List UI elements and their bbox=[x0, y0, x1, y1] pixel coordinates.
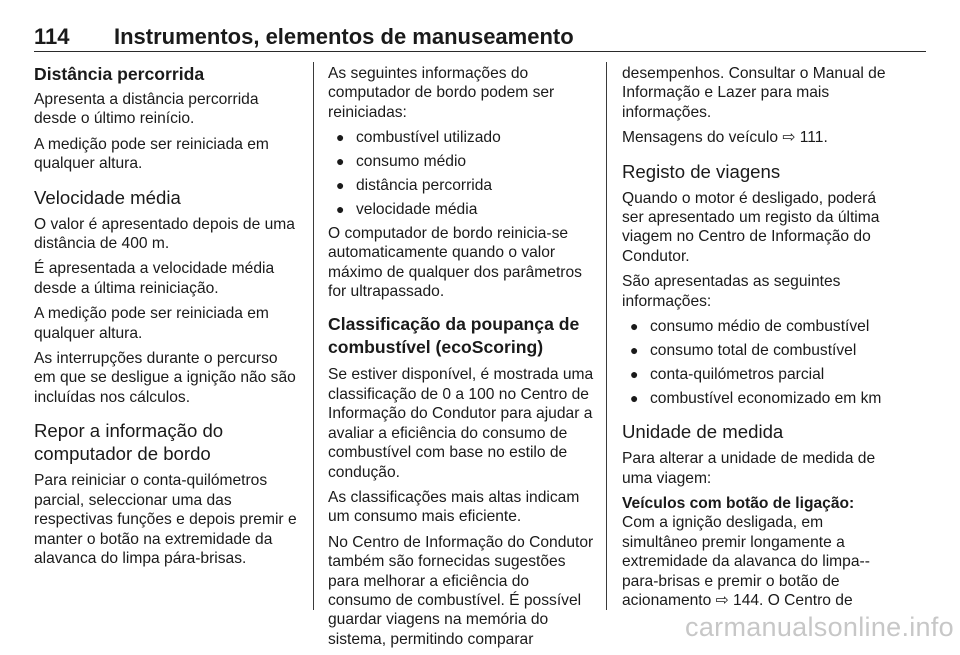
list-item: ● distância percorrida bbox=[336, 177, 493, 195]
bullet-icon: ● bbox=[336, 177, 345, 194]
bullet-icon: ● bbox=[630, 318, 639, 335]
section-title-reset: Repor a informação do computador de bordo bbox=[34, 420, 224, 465]
page-header bbox=[34, 0, 926, 52]
section-title-ecoscoring: Classificação da poupança de combustível (ecoScoring) bbox=[328, 314, 580, 358]
paragraph: O valor é apresentado depois de uma distância de 400 m. bbox=[34, 215, 295, 253]
paragraph: Com a ignição desligada, em simultâneo premir longamente a extremidade da alavanca do limpa--para-brisas e premir o botão de acionamento ⇨ 144. O Centro de bbox=[622, 514, 870, 610]
column-2 bbox=[328, 64, 596, 655]
paragraph: O computador de bordo reinicia-se automaticamente quando o valor máximo de qualquer dos parâmetros for ultrapassado. bbox=[328, 224, 582, 301]
column-divider-1 bbox=[313, 62, 314, 610]
paragraph: A medição pode ser reiniciada em qualquer altura. bbox=[34, 135, 269, 173]
bullet-list-reset-items bbox=[328, 128, 596, 219]
paragraph-cross-reference: Mensagens do veículo ⇨ 111. bbox=[622, 129, 828, 147]
paragraph: Se estiver disponível, é mostrada uma classificação de 0 a 100 no Centro de Informação do Condutor para ajudar a avaliar a eficiência do consumo de combustível com base no estilo de condução. bbox=[328, 366, 594, 481]
paragraph: Apresenta a distância percorrida desde o último reinício. bbox=[34, 91, 259, 128]
section-title-units: Unidade de medida bbox=[622, 421, 784, 443]
bullet-icon: ● bbox=[336, 200, 345, 217]
watermark-text: carmanualsonline.info bbox=[685, 612, 954, 642]
bullet-list-trip-info bbox=[622, 317, 890, 408]
section-title-distance: Distância percorrida bbox=[34, 64, 205, 84]
list-item: ● velocidade média bbox=[336, 200, 478, 218]
section-title-avg-speed: Velocidade média bbox=[34, 186, 181, 208]
column-divider-2 bbox=[606, 62, 607, 610]
subsection-title-start-button: Veículos com botão de ligação: bbox=[622, 495, 855, 512]
section-title-trip-log: Registo de viagens bbox=[622, 160, 781, 182]
page-number: 114 bbox=[34, 24, 70, 49]
paragraph: desempenhos. Consultar o Manual de Informação e Lazer para mais informações. bbox=[622, 65, 886, 121]
bullet-icon: ● bbox=[630, 365, 639, 382]
paragraph: As interrupções durante o percurso em que se desligue a ignição não são incluídas nos cálculos. bbox=[34, 350, 296, 406]
paragraph: É apresentada a velocidade média desde a última reiniciação. bbox=[34, 260, 275, 297]
list-item: ● combustível utilizado bbox=[336, 129, 501, 147]
list-item: ● combustível economizado em km bbox=[630, 389, 882, 407]
paragraph: São apresentadas as seguintes informações: bbox=[622, 273, 841, 310]
paragraph: Quando o motor é desligado, poderá ser apresentado um registo da última viagem no Centro de Informação do Condutor. bbox=[622, 189, 880, 265]
header-rule bbox=[34, 51, 926, 52]
paragraph: As classificações mais altas indicam um consumo mais eficiente. bbox=[328, 488, 580, 526]
list-item: ● consumo médio de combustível bbox=[630, 318, 870, 336]
bullet-icon: ● bbox=[336, 129, 345, 146]
list-item: ● conta-quilómetros parcial bbox=[630, 365, 825, 383]
paragraph: No Centro de Informação do Condutor também são fornecidas sugestões para melhorar a eficiência do consumo de combustível. É possível guardar viagens na memória do sistema, permitindo comparar bbox=[328, 533, 594, 648]
paragraph: As seguintes informações do computador de bordo podem ser reiniciadas: bbox=[328, 65, 555, 121]
list-item: ● consumo médio bbox=[336, 153, 467, 171]
list-item: ● consumo total de combustível bbox=[630, 341, 857, 359]
paragraph: Para reiniciar o conta-quilómetros parcial, seleccionar uma das respectivas funções e depois premir e manter o botão na extremidade da alavanca do limpa pára-brisas. bbox=[34, 472, 297, 567]
bullet-icon: ● bbox=[630, 341, 639, 358]
chapter-title: Instrumentos, elementos de manuseamento bbox=[114, 24, 574, 49]
column-1 bbox=[34, 64, 302, 574]
column-3 bbox=[622, 64, 890, 616]
bullet-icon: ● bbox=[630, 389, 639, 406]
paragraph: A medição pode ser reiniciada em qualquer altura. bbox=[34, 305, 269, 342]
paragraph: Para alterar a unidade de medida de uma viagem: bbox=[622, 450, 876, 487]
bullet-icon: ● bbox=[336, 153, 345, 170]
